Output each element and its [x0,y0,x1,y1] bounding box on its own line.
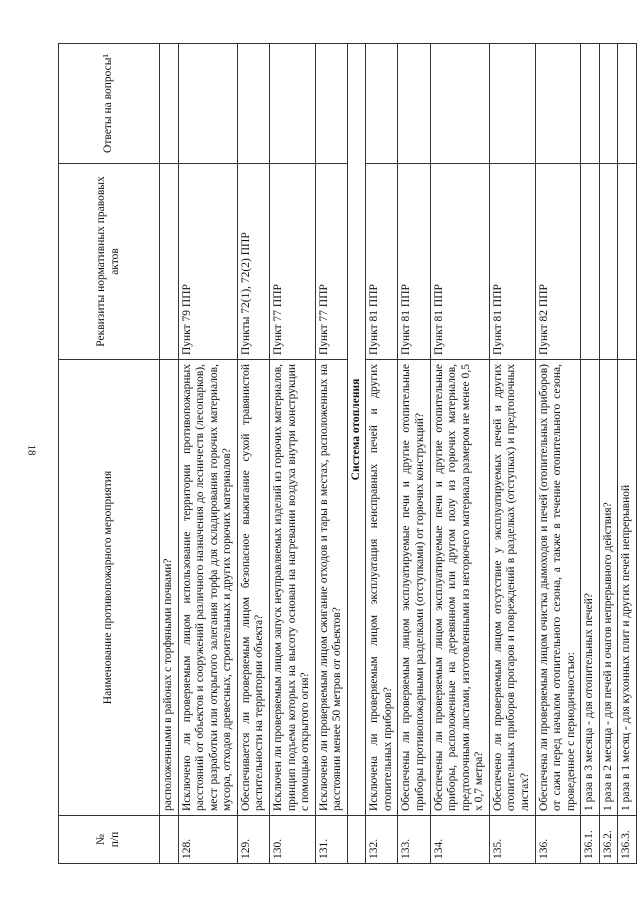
measure-name: Исключена ли проверяемым лицом эксплуатация неисправных печей и других отопительных приборов? [366,360,398,816]
table-row [160,44,179,864]
measure-name: Обеспечено ли проверяемым лицом отсутствие у эксплуатируемых печей и других отопительных приборов прогаров и повреждений в разделках (отступках) и предтопочных листах? [489,360,535,816]
page-number: 18 [25,444,38,456]
answer-cell[interactable] [430,44,489,164]
legal-reference [618,164,637,360]
header-num: № п/п [59,816,160,864]
measure-name: Исключен ли проверяемым лицом запуск неуправляемых изделий из горючих материалов, принцип подъема которых на высоту основан на нагревании воздуха внутри конструкции с помощью открытого огня? [269,360,315,816]
legal-reference: Пункт 77 ППР [269,164,315,360]
legal-reference: Пункт 81 ППР [489,164,535,360]
measure-name: Обеспечивается ли проверяемым лицом безопасное выжигание сухой травянистой растительности на территории объекта? [237,360,269,816]
table-row [535,44,581,864]
row-number: 136.2. [599,816,618,864]
row-number: 133. [398,816,430,864]
measure-name: Обеспечены ли проверяемым лицом эксплуатируемые печи и другие отопительные приборы, расположенные на деревянном или другом полу из горючих материалов, предтопочными листами, изготовленными из негорючего материала размером не менее 0,5 х 0,7 метра? [430,360,489,816]
table-row [430,44,489,864]
row-number: 130. [269,816,315,864]
table-row [599,44,618,864]
answer-cell[interactable] [237,44,269,164]
table-row [237,44,269,864]
section-row [347,44,366,864]
table-row [581,44,600,864]
legal-reference: Пункт 81 ППР [366,164,398,360]
row-number: 132. [366,816,398,864]
measure-name: Обеспечена ли проверяемым лицом очистка дымоходов и печей (отопительных приборов) от сажи перед началом отопительного сезона, а также в течение отопительного сезона, проведенное с периодичностью: [535,360,581,816]
section-num-cell [347,816,366,864]
table-row [489,44,535,864]
legal-reference: Пункт 81 ППР [398,164,430,360]
table-body [160,44,637,864]
answer-cell[interactable] [160,44,179,164]
measure-name: Исключено ли проверяемым лицом использование территории противопожарных расстояний от объектов и сооружений различного назначения до лесничеств (лесопарков), мест разработки или открытого залегания торфа для складирования горючих материалов, мусора, отходов древесных, строительных и других горючих материалов? [178,360,237,816]
answer-cell[interactable] [398,44,430,164]
table-row [269,44,315,864]
answer-cell[interactable] [535,44,581,164]
measure-name: расположенными в районах с торфяными почвами? [160,360,179,816]
measure-name: 1 раза в 1 месяц - для кухонных плит и других печей непрерывной [618,360,637,816]
row-number: 128. [178,816,237,864]
measure-name: Обеспечены ли проверяемым лицом эксплуатируемые печи и другие отопительные приборы противопожарными разделками (отступками) от горючих конструкций? [398,360,430,816]
answer-cell[interactable] [489,44,535,164]
header-name: Наименование противопожарного мероприятия [59,360,160,816]
measure-name: Исключено ли проверяемым лицом сжигание отходов и тары в местах, расположенных на расстоянии менее 50 метров от объектов? [315,360,347,816]
header-refs: Реквизиты нормативных правовых актов [59,164,160,360]
row-number [160,816,179,864]
answer-cell[interactable] [599,44,618,164]
answer-cell[interactable] [618,44,637,164]
measure-name: 1 раза в 2 месяца - для печей и очагов непрерывного действия? [599,360,618,816]
row-number: 135. [489,816,535,864]
answer-cell[interactable] [581,44,600,164]
row-number: 129. [237,816,269,864]
header-answers: Ответы на вопросы¹ [59,44,160,164]
answer-cell[interactable] [269,44,315,164]
measure-name: 1 раза в 3 месяца - для отопительных печей? [581,360,600,816]
legal-reference: Пункт 82 ППР [535,164,581,360]
legal-reference [160,164,179,360]
table-row [398,44,430,864]
legal-reference: Пункт 81 ППР [430,164,489,360]
legal-reference [581,164,600,360]
row-number: 131. [315,816,347,864]
legal-reference: Пункты 72(1), 72(2) ППР [237,164,269,360]
row-number: 136.3. [618,816,637,864]
table-row [315,44,347,864]
row-number: 134. [430,816,489,864]
answer-cell[interactable] [315,44,347,164]
answer-cell[interactable] [366,44,398,164]
table-row [618,44,637,864]
legal-reference: Пункт 77 ППР [315,164,347,360]
legal-reference: Пункт 79 ППР [178,164,237,360]
table-header-row [59,44,160,864]
legal-reference [599,164,618,360]
fire-safety-checklist-table [58,43,637,864]
rotated-page [58,44,633,864]
table-row [178,44,237,864]
section-heading: Система отопления [347,44,366,816]
row-number: 136. [535,816,581,864]
table-row [366,44,398,864]
row-number: 136.1. [581,816,600,864]
answer-cell[interactable] [178,44,237,164]
